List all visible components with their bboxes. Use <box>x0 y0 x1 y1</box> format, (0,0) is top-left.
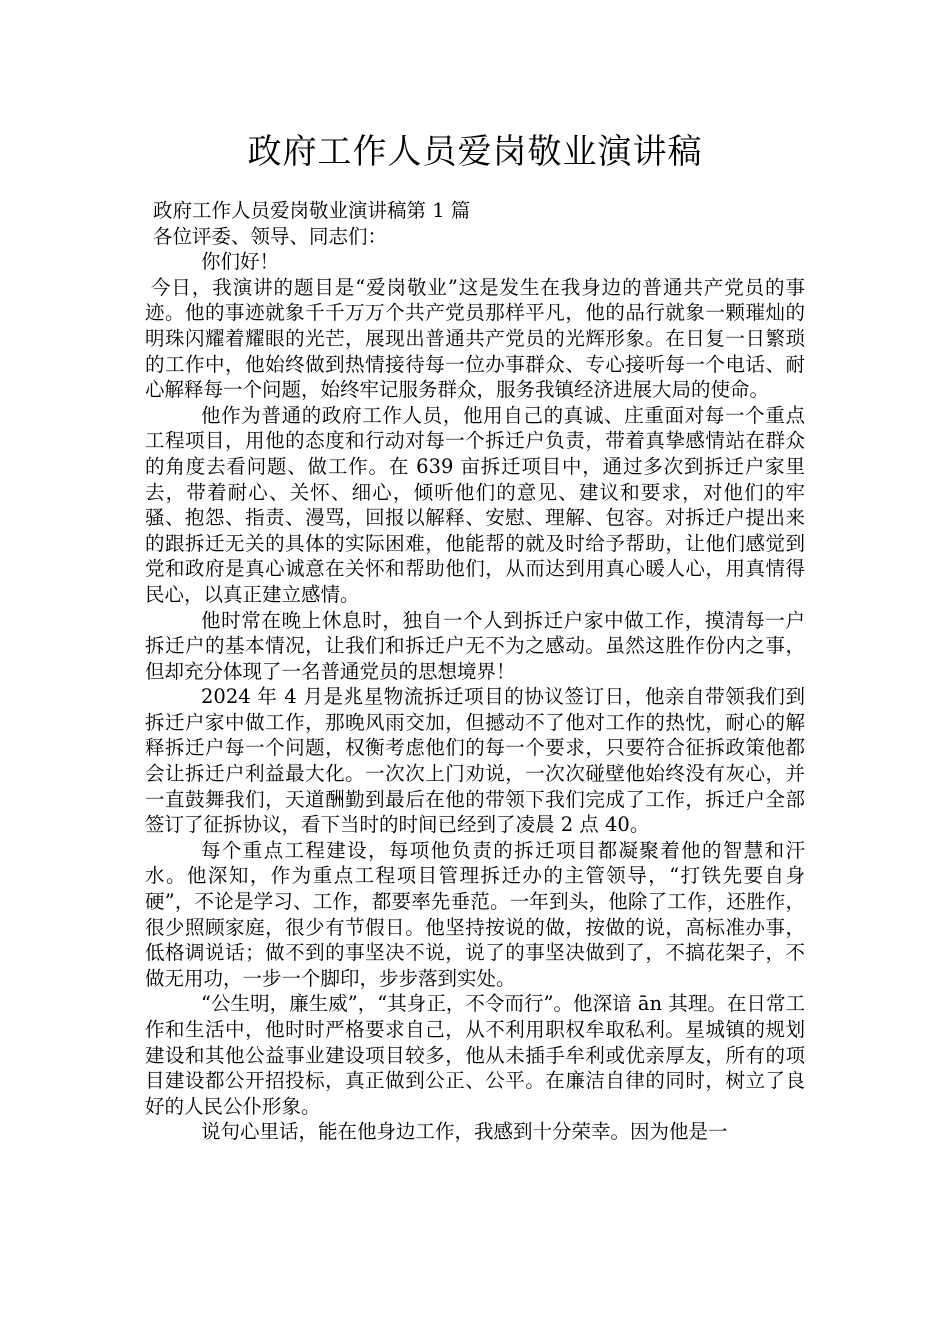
document-subtitle: 政府工作人员爱岗敬业演讲稿第 1 篇 <box>153 199 471 222</box>
salutation: 各位评委、领导、同志们： <box>153 224 388 248</box>
paragraph-6: “公生明，廉生威”，“其身正，不令而行”。他深谙 ān 其理。在日常工作和生活中，他时时严格要求自己，从不利用职权牟取私利。星城镇的规划建设和其他公益事业建设项目较多，他从未插手牟利或优亲厚友，所有的项目建设都公开招投标，真正做到公正、公平。在廉洁自律的同时，树立了良好的人民公仆形象。 <box>145 992 805 1118</box>
document-title: 政府工作人员爱岗敬业演讲稿 <box>247 132 703 172</box>
paragraph-3: 他时常在晚上休息时，独自一个人到拆迁户家中做工作，摸清每一户拆迁户的基本情况，让我们和拆迁户无不为之感动。虽然这胜作份内之事，但却充分体现了一名普通党员的思想境界！ <box>145 608 805 683</box>
paragraph-1: 今日，我演讲的题目是“爱岗敬业”这是发生在我身边的普通共产党员的事迹。他的事迹就象千千万万个共产党员那样平凡，他的品行就象一颗璀灿的明珠闪耀着耀眼的光芒，展现出普通共产党员的光辉形象。在日复一日繁琐的工作中，他始终做到热情接待每一位办事群众、专心接听每一个电话、耐心解释每一个问题，始终牢记服务群众，服务我镇经济进展大局的使命。 <box>145 275 805 402</box>
paragraph-4: 2024 年 4 月是兆星物流拆迁项目的协议签订日，他亲自带领我们到拆迁户家中做工作，那晚风雨交加，但撼动不了他对工作的热忱，耐心的解释拆迁户每一个问题，权衡考虑他们的每一个要求，只要符合征拆政策他都会让拆迁户利益最大化。一次次上门劝说，一次次碰壁他始终没有灰心，并一直鼓舞我们，天道酬勤到最后在他的带领下我们完成了工作，拆迁户全部签订了征拆协议，看下当时的时间已经到了凌晨 2 点 40。 <box>145 685 805 837</box>
paragraph-7: 说句心里话，能在他身边工作，我感到十分荣幸。因为他是一 <box>201 1120 728 1144</box>
document-body <box>145 198 805 1145</box>
paragraph-2: 他作为普通的政府工作人员，他用自己的真诚、庄重面对每一个重点工程项目，用他的态度和行动对每一个拆迁户负责，带着真挚感情站在群众的角度去看问题、做工作。在 639 亩拆迁项目中，通过多次到拆迁户家里去，带着耐心、关怀、细心，倾听他们的意见、建议和要求，对他们的牢骚、抱怨、指责、漫骂，回报以解释、安慰、理解、包容。对拆迁户提出来的跟拆迁无关的具体的实际困难，他能帮的就及时给予帮助，让他们感觉到党和政府是真心诚意在关怀和帮助他们，从而达到用真心暖人心，用真情得民心，以真正建立感情。 <box>145 403 805 606</box>
greeting: 你们好！ <box>201 250 280 274</box>
paragraph-5: 每个重点工程建设，每项他负责的拆迁项目都凝聚着他的智慧和汗水。他深知，作为重点工程项目管理拆迁办的主管领导，“打铁先要自身硬”，不论是学习、工作，都要率先垂范。一年到头，他除了工作，还胜作，很少照顾家庭，很少有节假日。他坚持按说的做，按做的说，高标准办事，低格调说话；做不到的事坚决不说，说了的事坚决做到了，不搞花架子，不做无用功，一步一个脚印，步步落到实处。 <box>145 838 805 990</box>
